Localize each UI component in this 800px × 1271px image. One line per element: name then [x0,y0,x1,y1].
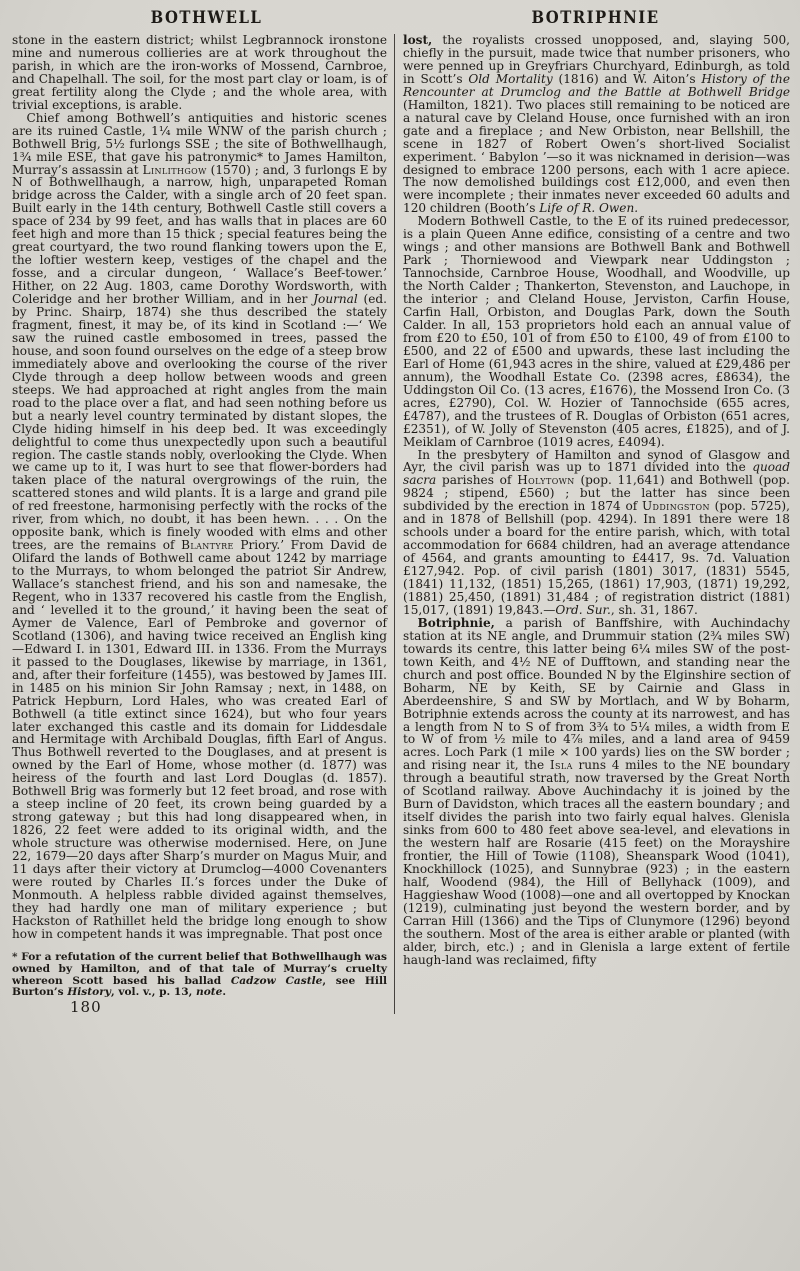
text-run: . [222,986,227,999]
paragraph [403,34,790,215]
italic-text: Life of R. Owen. [539,201,639,216]
text-columns [12,33,791,1017]
italic-text: Journal [313,292,358,307]
italic-text: quoad sacra [403,460,790,488]
text-run: the royalists crossed unopposed, and, slaying 500, chiefly in the pursuit, made twice that number prisoners, who were penned up in Greyfriars Churchyard, Edinburgh, as told in Scott’s [403,33,790,86]
text-run: (ed. by Princ. Shairp, 1874) she thus described the stately fragment, finest, it may be, of its kind in Scotland :—‘ We saw the ruined castle embosomed in trees, passed the house, and soon found ourselves on the edge of a steep brow immediately above and overlooking the course of the river Clyde through a deep hollow between woods and green steeps. We had approached at right angles from the main road to the place over a flat, and had seen nothing before us but a nearly level country terminated by distant slopes, the Clyde hiding himself in his deep bed. It was exceedingly delightful to come thus unexpectedly upon such a beautiful region. The castle stands nobly, overlooking the Clyde. When we came up to it, I was hurt to see that flower-borders had taken place of the natural overgrowings of the ruin, the scattered stones and wild plants. It is a large and grand pile of red freestone, harmonising perfectly with the rocks of the river, from which, no doubt, it has been hewn. . . . On the opposite bank, which is finely wooded with elms and other trees, are the remains of [12,292,387,553]
text-run: (Hamilton, 1821). Two places still remaining to be noticed are a natural cave by Cleland House, once furnished with an iron gate and a fireplace ; and New Orbiston, near Bellshill, the scene in 1827 of Robert Owen’s short-lived Socialist experiment. ‘ Babylon ’—so it was nicknamed in derision—was designed to embrace 1200 persons, each with 1 acre apiece. The now demolished buildings cost £12,000, and even then were incomplete ; their inmates never exceeded 60 adults and 120 children (Booth’s [403,97,790,216]
text-run: In the presbytery of Hamilton and synod of Glasgow and Ayr, the civil parish was up to 1871 divided into the [403,447,790,475]
text-run: (pop. 5725), and in 1878 of Bellshill (pop. 4294). In 1891 there were 18 schools under a board for the entire parish, which, with total accommodation for 6684 children, had an average attendance of 4564, and grants amounting to £4417, 9s. 7d. Valuation £127,942. Pop. of civil parish (1801) 3017, (1831) 5545, (1841) 11,132, (1851) 15,265, (1861) 17,903, (1871) 19,292, (1881) 25,450, (1891) 31,484 ; of registration district (1881) 15,017, (1891) 19,843.— [403,499,790,617]
smallcaps-text: Uddingston [641,499,710,514]
paragraph [403,617,790,967]
text-run: Priory.’ From David de Olifard the lands of Bothwell came about 1242 by marriage to the Murrays, to whom belonged the patriot Sir Andrew, Wallace’s stanchest friend, and his son and namesake, the Regent, who in 1337 recovered his castle from the English, and ‘ levelled it to the ground,’ it having been the seat of Aymer de Valence, Earl of Pembroke and governor of Scotland (1306), and having twice received an English king—Edward I. in 1301, Edward III. in 1336. From the Murrays it passed to the Douglases, likewise by marriage, in 1361, and, after their forfeiture (1455), was bestowed by James III. in 1485 on his minion Sir John Ramsay ; next, in 1488, on Patrick Hepburn, Lord Hales, who was created Earl of Bothwell (a title extinct since 1624), but who four years later exchanged this castle and its domain for Liddesdale and Hermitage with Archibald Douglas, fifth Earl of Angus. Thus Bothwell reverted to the Douglases, and at present is owned by the Earl of Home, whose mother (d. 1877) was heiress of the fourth and last Lord Douglas (d. 1857). Bothwell Brig was formerly but 12 feet broad, and rose with a steep incline of 20 feet, its crown being guarded by a strong gateway ; but this had long disappeared when, in 1826, 22 feet were added to its original width, and the whole structure was otherwise modernised. Here, on June 22, 1679—20 days after Sharp’s murder on Magus Muir, and 11 days after their victory at Drumclog—4000 Covenanters were routed by Charles II.’s forces under the Duke of Monmouth. A helpless rabble divided against themselves, they had hardly one man of military experience ; but Hackston of Rathillet held the bridge long enough to show how in competent hands it was impregnable. That post once [12,538,388,941]
text-run: , see Hill Burton’s [12,974,388,999]
paragraph [12,112,387,941]
right-column [394,34,790,1014]
italic-text: History of the Rencounter at Drumclog and the Battle at Bothwell Bridge [403,71,790,99]
text-run: , vol. v., p. 13, [110,986,197,999]
text-run: a parish of Banffshire, with Auchindachy station at its NE angle, and Drummuir station (2¾ miles SW) towards its centre, this latter being 6¼ miles SW of the post-town Keith, and 4½ NE of Dufftown, and standing near the church and post office. Bounded N by the Elginshire section of Boharm, NE by Keith, SE by Cairnie and Glass in Aberdeenshire, S and SW by Mortlach, and W by Boharm, Botriphnie extends across the county at its narrowest, and has a length from N to S of from 3¾ to 5¼ miles, a width from E to W of from ½ mile to 4⅞ miles, and a land area of 9459 acres. Loch Park (1 mile × 100 yards) lies on the SW border ; and rising near it, the [403,615,790,773]
paragraph [403,215,790,448]
text-run: (1816) and W. Aiton’s [552,71,702,86]
text-run: parishes of [436,473,518,488]
text-run: , sh. 31, 1867. [610,602,698,617]
right-column-header: BOTRIPHNIE [531,8,660,27]
paragraph [403,449,790,617]
italic-text: note [196,986,223,999]
running-heads [12,8,790,27]
italic-text: Cadzow Castle [230,974,323,987]
italic-text: History [67,986,111,999]
page-number: 180 [70,998,102,1017]
text-run: Modern Bothwell Castle, to the E of its ruined predecessor, is a plain Queen Anne edifice, consisting of a centre and two wings ; and other mansions are Bothwell Bank and Bothwell Park ; Thorniewood and Viewpark near Uddingston ; Tannochside, Carnbroe House, Woodhall, and Woodville, up the North Calder ; Thankerton, Stevenston, and Lauchope, in the interior ; and Cleland House, Jerviston, Carfin House, Carfin Hall, Orbiston, and Douglas Park, down the South Calder. In all, 153 proprietors hold each an annual value of from £20 to £50, 101 of from £50 to £100, 49 of from £100 to £500, and 22 of £500 and upwards, these last including the Earl of Home (61,943 acres in the shire, valued at £29,486 per annum), the Woodhall Estate Co. (2398 acres, £8634), the Uddingston Oil Co. (13 acres, £1676), the Mossend Iron Co. (3 acres, £2790), Col. W. Hozier of Tannochside (655 acres, £4787), and the trustees of R. Douglas of Orbiston (651 acres, £2351), of W. Jolly of Stevenston (405 acres, £1825), and of J. Meiklam of Carnbroe (1019 acres, £4094). [403,214,790,449]
italic-text: Old Mortality [468,71,553,86]
text-run: stone in the eastern district; whilst Legbrannock ironstone mine and numerous collieries are at work throughout the parish, in which are the iron-works of Mossend, Carnbroe, and Chapelhall. The soil, for the most part clay or loam, is of great fertility along the Clyde ; and the whole area, with trivial exceptions, is arable. [12,33,387,112]
smallcaps-text: Isla [549,758,573,773]
paragraph [12,34,387,112]
footnote [12,952,387,1000]
bold-text: Botriphnie, [417,615,495,630]
smallcaps-text: Blantyre [181,538,234,553]
text-run: * For a refutation of the current belief that Bothwellhaugh was owned by Hamilton, and of that tale of Murray’s cruelty whereon Scott based his ballad [12,950,387,987]
smallcaps-text: Linlithgow [142,162,207,177]
left-column-body [12,34,387,941]
smallcaps-text: Holytown [517,473,575,488]
bold-text: lost, [403,33,433,47]
text-run: (pop. 11,641) and Bothwell (pop. 9824 ; stipend, £560) ; but the latter has since been subdivided by the erection in 1874 of [403,473,790,514]
text-run: (1570) ; and, 3 furlongs E by N of Bothwellhaugh, a narrow, high, unparapeted Roman bridge across the Calder, with a single arch of 20 feet span. Built early in the 14th century, Bothwell Castle still covers a space of 234 by 99 feet, and has walls that in places are 60 feet high and more than 15 thick ; special features being the great courtyard, the two round flanking towers upon the E, the loftier western keep, vestiges of the chapel and the fosse, and a circular dungeon, ‘ Wallace’s Beef-tower.’ Hither, on 22 Aug. 1803, came Dorothy Wordsworth, with Coleridge and her brother William, and in her [12,162,387,307]
left-column-header: BOTHWELL [150,8,263,27]
right-column-body [403,34,790,967]
italic-text: Ord. Sur. [555,602,611,617]
text-run: runs 4 miles to the NE boundary through a beautiful strath, now traversed by the Great North of Scotland railway. Above Auchindachy it is joined by the Burn of Davidston, which traces all the eastern boundary ; and itself divides the parish into two fairly equal halves. Glenisla sinks from 600 to 480 feet above sea-level, and elevations in the western half are Rosarie (415 feet) on the Morayshire frontier, the Hill of Towie (1108), Sheanspark Wood (1041), Knockhillock (1025), and Sunnybrae (923) ; in the eastern half, Woodend (984), the Hill of Bellyhack (1009), and Haggieshaw Wood (1008)—one and all overtopped by Knockan (1219), culminating just beyond the western border, and by Carran Hill (1366) and the Tips of Clunymore (1296) beyond the southern. Most of the area is either arable or planted (with alder, birch, etc.) ; and in Glenisla a large extent of fertile haugh-land was reclaimed, fifty [403,758,791,967]
left-column [12,33,394,1017]
text-run: Chief among Bothwell’s antiquities and historic scenes are its ruined Castle, 1¼ mile WNW of the parish church ; Bothwell Brig, 5½ furlongs SSE ; the site of Bothwellhaugh, 1¾ mile ESE, that gave his patronymic* to James Hamilton, Murray’s assassin at [12,110,387,177]
